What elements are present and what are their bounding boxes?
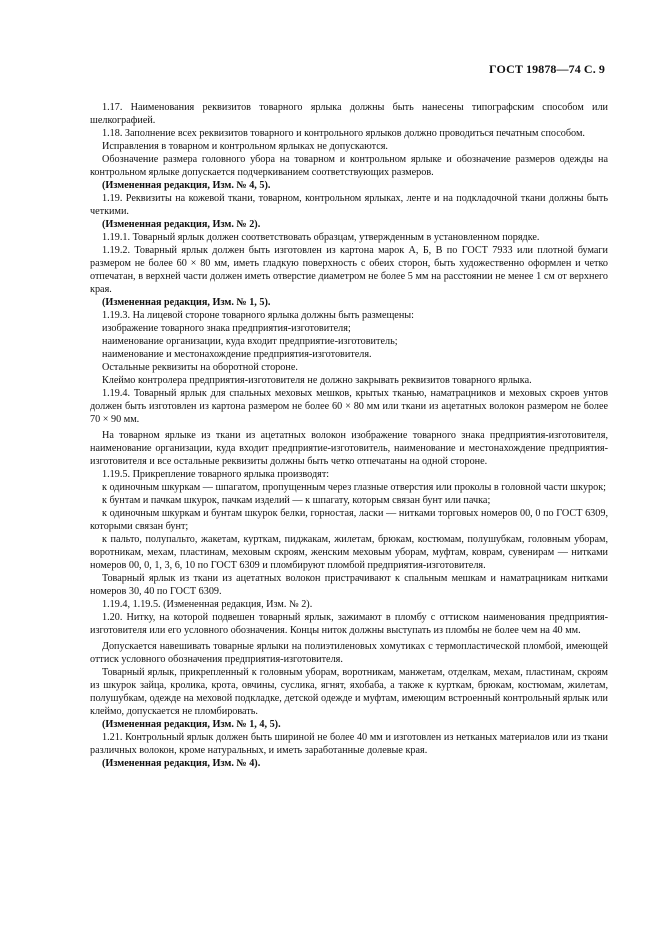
list-item: к одиночным шкуркам — шпагатом, пропущенным через глазные отверстия или проколы в головной части шкурок; bbox=[102, 482, 607, 493]
list-item: наименование организации, куда входит предприятие-изготовитель; bbox=[102, 336, 398, 347]
paragraph-1-21: 1.21. Контрольный ярлык должен быть шириной не более 40 мм и изготовлен из нетканых материалов или из ткани различных волокон, кроме натуральных, и иметь заработанные долевые края. bbox=[90, 732, 608, 756]
list-item: изображение товарного знака предприятия-изготовителя; bbox=[102, 323, 351, 334]
paragraph-1-19-4: 1.19.4. Товарный ярлык для спальных меховых мешков, крытых тканью, наматрацников и меховых скроев унтов должен быть изготовлен из картона размером не более 60 × 80 мм или ткани из ацетатных волокон размером не более 70 × 90 мм. bbox=[90, 388, 608, 425]
paragraph-1-19-3: 1.19.3. На лицевой стороне товарного ярлыка должны быть размещены: bbox=[102, 310, 414, 321]
paragraph: Товарный ярлык, прикрепленный к головным уборам, воротникам, манжетам, отделкам, мехам, пластинам, скроям из шкурок зайца, кролика, крота, овчины, суслика, ягнят, яхобаба, а также к курткам, брюкам, костюмам, жилетам, полушубкам, одежде на меховой подкладке, детской одежде и муфтам, имеющим встроенный контрольный ярлык или клеймо, допускается не пломбировать. bbox=[90, 667, 608, 717]
document-body bbox=[90, 101, 608, 770]
paragraph: Допускается навешивать товарные ярлыки на полиэтиленовых хомутиках с термопластической пломбой, имеющей оттиск условного обозначения предприятия-изготовителя. bbox=[90, 641, 608, 665]
amendment-note: (Измененная редакция, Изм. № 4, 5). bbox=[102, 180, 271, 191]
paragraph: На товарном ярлыке из ткани из ацетатных волокон изображение товарного знака предприятия-изготовителя, наименование организации, куда входит предприятие-изготовитель, наименование и местонахождение предприятия-изготовителя и все остальные реквизиты должны быть четко отпечатаны на одной стороне. bbox=[90, 430, 608, 467]
amendment-note: (Измененная редакция, Изм. № 1, 4, 5). bbox=[102, 719, 281, 730]
paragraph: Остальные реквизиты на оборотной стороне. bbox=[102, 362, 298, 373]
paragraph: Товарный ярлык из ткани из ацетатных волокон пристрачивают к спальным мешкам и наматрацникам нитками номеров 30, 40 по ГОСТ 6309. bbox=[90, 573, 608, 597]
paragraph-1-19-5: 1.19.5. Прикрепление товарного ярлыка производят: bbox=[102, 469, 330, 480]
paragraph-1-19-2: 1.19.2. Товарный ярлык должен быть изготовлен из картона марок А, Б, В по ГОСТ 7933 или плотной бумаги размером не более 60 × 80 мм, иметь гладкую поверхность с обеих сторон, быть художественно оформлен и четко отпечатан, в верхней части должен иметь отверстие диаметром не более 5 мм на расстоянии не менее 1 см от верхнего края. bbox=[90, 245, 608, 295]
amendment-note: 1.19.4, 1.19.5. (Измененная редакция, Изм. № 2). bbox=[102, 599, 313, 610]
list-item: к пальто, полупальто, жакетам, курткам, пиджакам, жилетам, брюкам, костюмам, полушубкам, головным уборам, воротникам, мехам, пластинам, меховым скроям, женским меховым уборам, муфтам, коврам, сувенирам — нитками номеров 00, 0, 1, 3, 6, 10 по ГОСТ 6309 и пломбируют пломбой предприятия-изготовителя. bbox=[90, 534, 608, 571]
paragraph-1-19-1: 1.19.1. Товарный ярлык должен соответствовать образцам, утвержденным в установленном порядке. bbox=[102, 232, 540, 243]
paragraph: Исправления в товарном и контрольном ярлыках не допускаются. bbox=[102, 141, 388, 152]
amendment-note: (Измененная редакция, Изм. № 2). bbox=[102, 219, 261, 230]
paragraph: Обозначение размера головного убора на товарном и контрольном ярлыке и обозначение размеров одежды на контрольном ярлыке допускается подчеркиванием соответствующих размеров. bbox=[90, 154, 608, 178]
amendment-note: (Измененная редакция, Изм. № 4). bbox=[102, 758, 261, 769]
paragraph: Клеймо контролера предприятия-изготовителя не должно закрывать реквизитов товарного ярлыка. bbox=[102, 375, 532, 386]
paragraph-1-18: 1.18. Заполнение всех реквизитов товарного и контрольного ярлыков должно проводиться печатным способом. bbox=[102, 128, 585, 139]
paragraph-1-19: 1.19. Реквизиты на кожевой ткани, товарном, контрольном ярлыках, ленте и на подкладочной ткани должны быть четкими. bbox=[90, 193, 608, 217]
list-item: к бунтам и пачкам шкурок, пачкам изделий — к шпагату, которым связан бунт или пачка; bbox=[102, 495, 491, 506]
paragraph-1-17: 1.17. Наименования реквизитов товарного ярлыка должны быть нанесены типографским способом или шелкографией. bbox=[90, 102, 608, 126]
paragraph-1-20: 1.20. Нитку, на которой подвешен товарный ярлык, зажимают в пломбу с оттиском наименования предприятия-изготовителя или его условного обозначения. Концы ниток должны выступать из пломбы не более чем на 40 мм. bbox=[90, 612, 608, 636]
amendment-note: (Измененная редакция, Изм. № 1, 5). bbox=[102, 297, 271, 308]
list-item: наименование и местонахождение предприятия-изготовителя. bbox=[102, 349, 372, 360]
page-header: ГОСТ 19878—74 С. 9 bbox=[489, 62, 605, 76]
list-item: к одиночным шкуркам и бунтам шкурок белки, горностая, ласки — нитками торговых номеров 00, 0 по ГОСТ 6309, которыми связан бунт; bbox=[90, 508, 608, 532]
